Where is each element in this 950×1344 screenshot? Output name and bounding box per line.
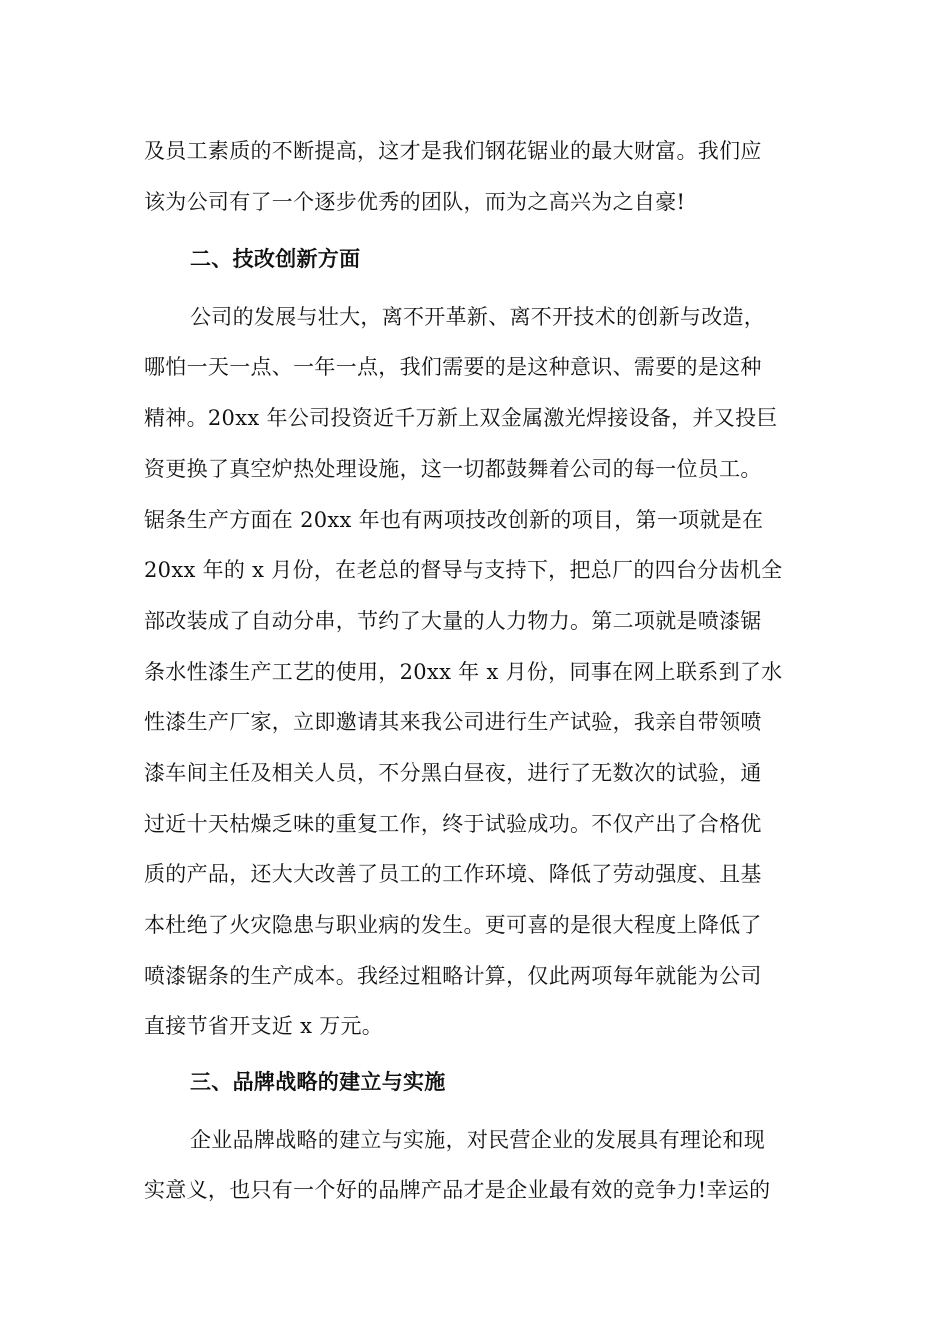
section-heading: 三、品牌战略的建立与实施 (190, 1069, 446, 1094)
paragraph-line: 企业品牌战略的建立与实施，对民营企业的发展具有理论和现 (190, 1128, 766, 1152)
paragraph-line: 精神。20xx 年公司投资近千万新上双金属激光焊接设备，并又投巨 (144, 406, 778, 430)
paragraph-line: 公司的发展与壮大，离不开革新、离不开技术的创新与改造， (190, 305, 766, 329)
paragraph-line: 本杜绝了火灾隐患与职业病的发生。更可喜的是很大程度上降低了 (144, 913, 762, 937)
paragraph-line: 性漆生产厂家，立即邀请其来我公司进行生产试验，我亲自带领喷 (144, 710, 762, 734)
paragraph-line: 条水性漆生产工艺的使用，20xx 年 x 月份，同事在网上联系到了水 (144, 660, 783, 684)
paragraph-line: 过近十天枯燥乏味的重复工作，终于试验成功。不仅产出了合格优 (144, 812, 762, 836)
paragraph-line: 该为公司有了一个逐步优秀的团队，而为之高兴为之自豪! (144, 190, 686, 214)
paragraph-line: 锯条生产方面在 20xx 年也有两项技改创新的项目，第一项就是在 (144, 508, 764, 532)
paragraph-line: 及员工素质的不断提高，这才是我们钢花锯业的最大财富。我们应 (144, 139, 762, 163)
paragraph-line: 部改装成了自动分串，节约了大量的人力物力。第二项就是喷漆锯 (144, 609, 762, 633)
paragraph-line: 质的产品，还大大改善了员工的工作环境、降低了劳动强度、且基 (144, 862, 762, 886)
paragraph-line: 喷漆锯条的生产成本。我经过粗略计算，仅此两项每年就能为公司 (144, 964, 762, 988)
section-heading: 二、技改创新方面 (190, 246, 361, 271)
paragraph-line: 漆车间主任及相关人员，不分黑白昼夜，进行了无数次的试验，通 (144, 761, 762, 785)
paragraph-line: 20xx 年的 x 月份，在老总的督导与支持下，把总厂的四台分齿机全 (144, 558, 783, 582)
paragraph-line: 资更换了真空炉热处理设施，这一切都鼓舞着公司的每一位员工。 (144, 457, 762, 481)
paragraph-line: 实意义，也只有一个好的品牌产品才是企业最有效的竞争力!幸运的 (144, 1178, 771, 1202)
paragraph-line: 直接节省开支近 x 万元。 (144, 1014, 384, 1038)
paragraph-line: 哪怕一天一点、一年一点，我们需要的是这种意识、需要的是这种 (144, 355, 762, 379)
